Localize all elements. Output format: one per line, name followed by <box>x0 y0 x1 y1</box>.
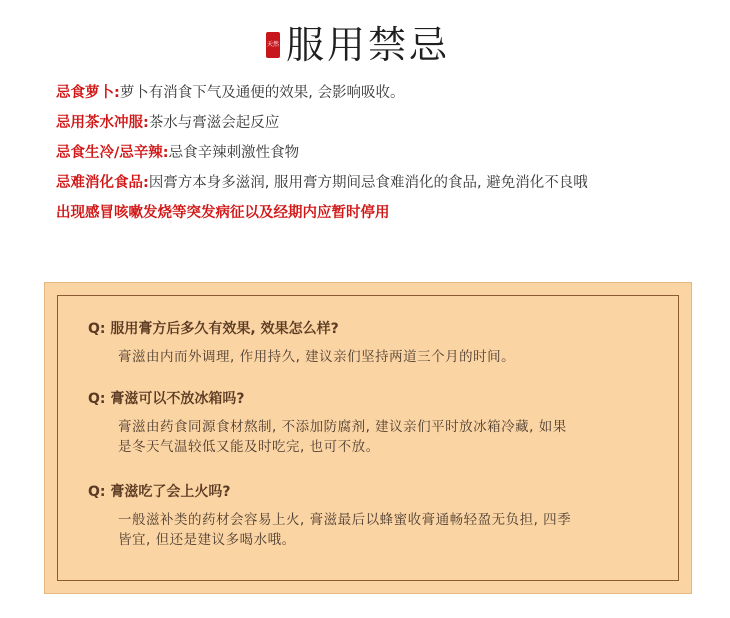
faq-question: Q: 膏滋可以不放冰箱吗? <box>88 391 245 407</box>
rule-item <box>56 174 716 192</box>
faq-answer-line: 皆宜, 但还是建议多喝水哦。 <box>118 532 296 548</box>
header <box>0 10 730 67</box>
faq-item <box>88 320 668 367</box>
rule-text: 茶水与膏滋会起反应 <box>148 115 280 131</box>
faq-question: Q: 膏滋吃了会上火吗? <box>88 484 231 500</box>
faq-answer-line: 膏滋由内而外调理, 作用持久, 建议亲们坚持两道三个月的时间。 <box>118 349 516 365</box>
faq-frame <box>57 295 679 581</box>
rule-label: 忌用茶水冲服: <box>56 115 149 131</box>
rule-item <box>56 84 716 102</box>
warning-text: 出现感冒咳嗽发烧等突发病征以及经期内应暂时停用 <box>56 205 390 221</box>
page-title: 服用禁忌 <box>286 23 451 67</box>
rules-list <box>56 84 716 222</box>
rule-label: 忌难消化食品: <box>56 175 149 191</box>
faq-question: Q: 服用膏方后多久有效果, 效果怎么样? <box>88 321 339 337</box>
faq-answer-line: 是冬天气温较低又能及时吃完, 也可不放。 <box>118 439 380 455</box>
rule-item <box>56 144 716 162</box>
seal-char-1: 天然 <box>266 41 279 48</box>
faq-answer-line: 一般滋补类的药材会容易上火, 膏滋最后以蜂蜜收膏通畅轻盈无负担, 四季 <box>118 512 572 528</box>
faq-answer-line: 膏滋由药食同源食材熬制, 不添加防腐剂, 建议亲们平时放冰箱冷藏, 如果 <box>118 419 567 435</box>
faq-answer <box>88 510 668 550</box>
rule-item <box>56 114 716 132</box>
faq-answer <box>88 347 668 367</box>
faq-panel <box>44 282 692 594</box>
faq-item <box>88 483 668 550</box>
faq-answer <box>88 417 668 457</box>
rule-text: 因膏方本身多滋润, 服用膏方期间忌食难消化的食品, 避免消化不良哦 <box>148 175 588 191</box>
faq-item <box>88 390 668 457</box>
seal-stamp <box>266 32 280 58</box>
rule-label: 忌食生冷/忌辛辣: <box>56 145 169 161</box>
rule-label: 忌食萝卜: <box>56 85 120 101</box>
rule-text: 萝卜有消食下气及通便的效果, 会影响吸收。 <box>119 85 405 101</box>
rule-text: 忌食辛辣刺激性食物 <box>168 145 300 161</box>
